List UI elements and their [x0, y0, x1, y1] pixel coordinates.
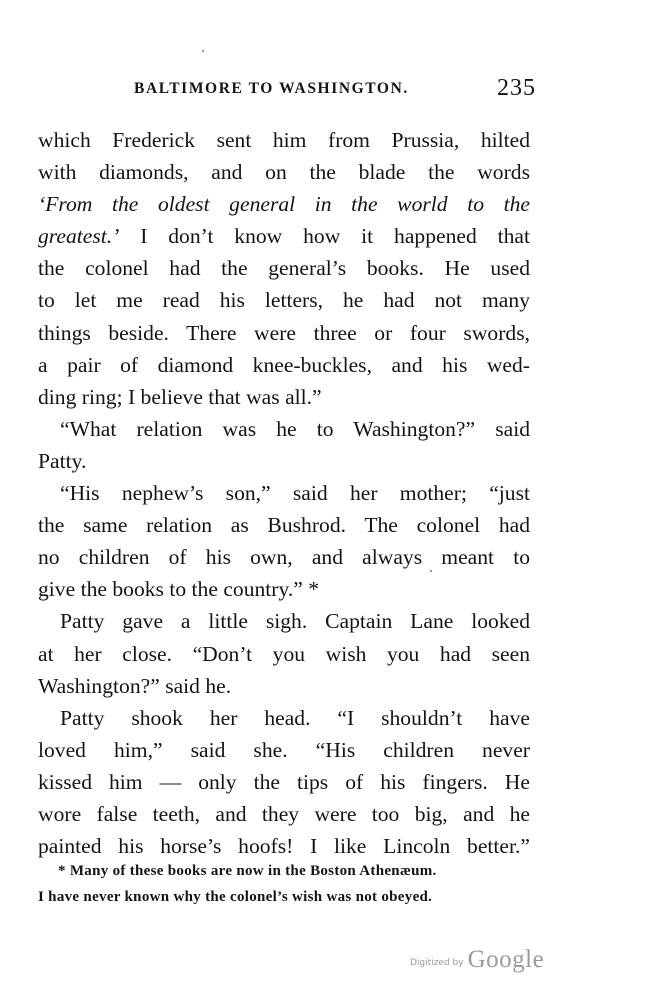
text-line: painted his horse’s hoofs! I like Lincoln better.”: [38, 834, 530, 859]
text-line: things beside. There were three or four swords,: [38, 320, 530, 345]
text-line: no children of his own, and always meant to: [38, 545, 530, 570]
text-line: Patty gave a little sigh. Captain Lane looked: [60, 609, 530, 634]
text-line: [38, 220, 530, 252]
text-line: to let me read his letters, he had not many: [38, 288, 530, 313]
running-head: BALTIMORE TO WASHINGTON.: [134, 80, 409, 97]
text-line: the colonel had the general’s books. He used: [38, 256, 530, 281]
text-line: wore false teeth, and they were too big, and he: [38, 801, 530, 826]
watermark-prefix: Digitized by: [410, 958, 464, 968]
text-line: Patty shook her head. “I shouldn’t have: [60, 705, 530, 730]
text-line: “What relation was he to Washington?” said: [60, 416, 530, 441]
text-line: a pair of diamond knee-buckles, and his wed-: [38, 352, 530, 377]
text-line: kissed him — only the tips of his fingers. He: [38, 769, 530, 794]
digitized-watermark: [410, 946, 544, 978]
text-line: with diamonds, and on the blade the words: [38, 160, 530, 185]
text-line: which Frederick sent him from Prussia, hilted: [38, 128, 530, 152]
text-line: the same relation as Bushrod. The colonel had: [38, 513, 530, 538]
body-text: [38, 124, 530, 862]
footnote-line: I have never known why the colonel’s wish was not obeyed.: [38, 889, 433, 905]
page-header: [38, 75, 536, 108]
text-line: give the books to the country.” *: [38, 577, 320, 602]
text-line: ‘From the oldest general in the world to the: [38, 192, 530, 217]
text-line: ding ring; I believe that was all.”: [38, 384, 322, 409]
google-logo: Google: [467, 946, 545, 973]
line-remainder: I don’t know how it happened that: [119, 224, 530, 249]
italic-quote-end: greatest.’: [38, 224, 120, 249]
text-line: at her close. “Don’t you wish you had seen: [38, 641, 530, 666]
page-number: 235: [497, 75, 536, 101]
text-line: Washington?” said he.: [38, 673, 232, 698]
book-page: [38, 0, 536, 1000]
text-line: “His nephew’s son,” said her mother; “just: [60, 481, 530, 506]
text-line: loved him,” said she. “His children never: [38, 737, 530, 762]
footnote-line: * Many of these books are now in the Boston Athenæum.: [58, 863, 437, 879]
footnote: [38, 858, 530, 910]
text-line: Patty.: [38, 448, 87, 473]
